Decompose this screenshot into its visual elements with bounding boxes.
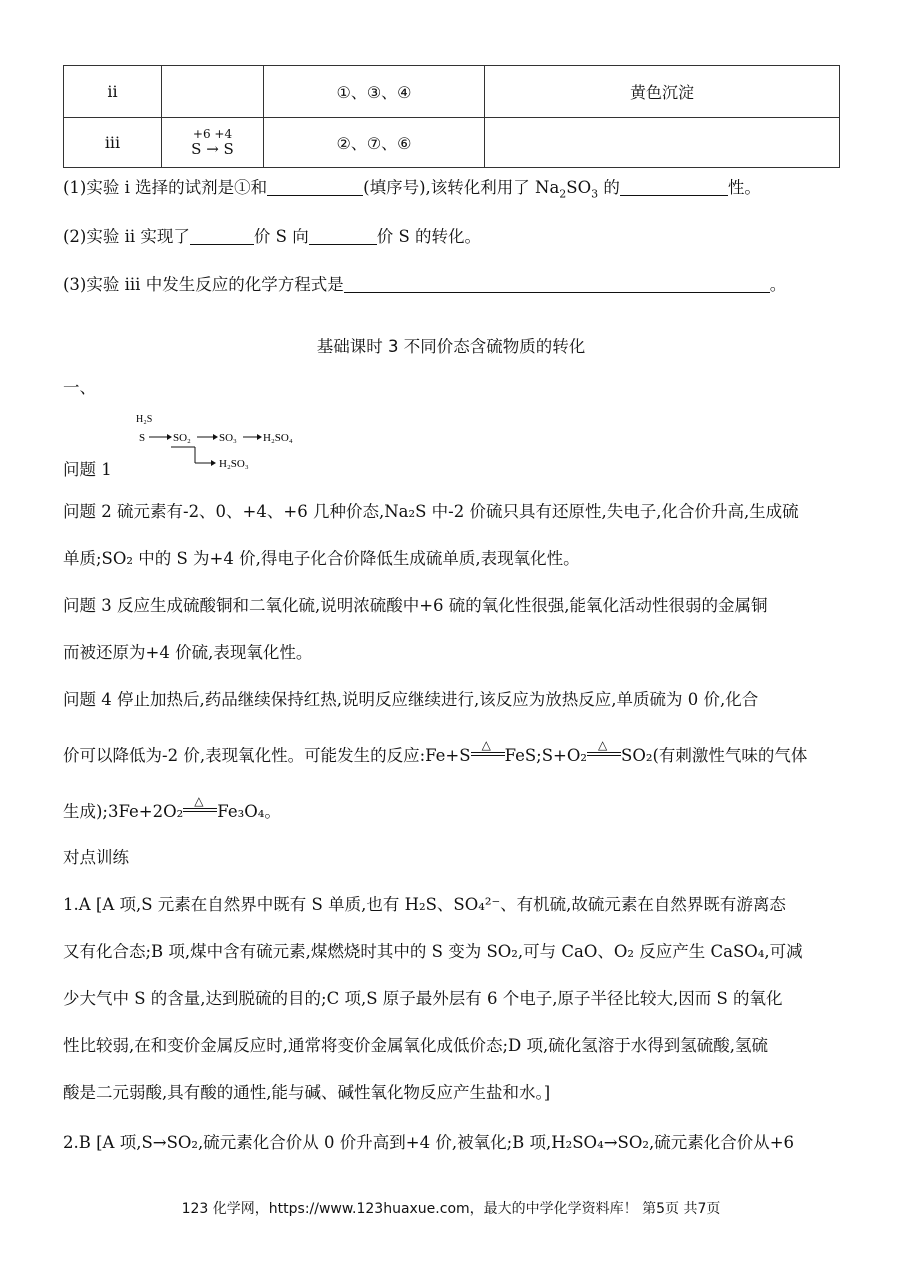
section-title: 基础课时 3 不同价态含硫物质的转化	[316, 337, 586, 356]
equation-text: FeS;S+O₂	[504, 746, 588, 765]
problem-4-line	[63, 794, 281, 824]
question-text: 。	[769, 275, 787, 294]
question-text: 性。	[727, 178, 761, 197]
question-text: (填序号),该转化利用了 Na	[363, 178, 560, 197]
reagents-cell: ①、③、④	[264, 66, 485, 118]
phenomenon-cell: 黄色沉淀	[485, 66, 840, 118]
subscript: 3	[591, 187, 599, 201]
question-text: (1)实验 i 选择的试剂是①和	[63, 178, 268, 197]
problem-2-line: 问题 2 硫元素有-2、0、+4、+6 几种价态,Na₂S 中-2 价硫只具有还原性,失电子,化合价升高,生成硫	[63, 502, 799, 521]
h2so3-label: H₂SO₃	[219, 458, 249, 470]
answer-blank	[190, 226, 254, 245]
answer-blank	[344, 274, 770, 293]
answer-blank	[620, 177, 728, 196]
h2s-label: H₂S	[136, 414, 153, 425]
problem-2-line: 单质;SO₂ 中的 S 为+4 价,得电子化合价降低生成硫单质,表现氧化性。	[63, 549, 580, 568]
problem-4-line: 问题 4 停止加热后,药品继续保持红热,说明反应继续进行,该反应为放热反应,单质硫为 0 价,化合	[63, 690, 759, 709]
question-2	[63, 225, 481, 249]
equation-text: SO₂(有刺激性气味的气体	[621, 746, 808, 765]
h2so4-label: H₂SO₄	[263, 432, 293, 444]
delta-icon: △	[481, 738, 491, 752]
heating-equals-sign	[183, 794, 217, 819]
sulfur-conversion-diagram	[133, 410, 313, 476]
question-text: SO	[566, 178, 592, 197]
question-text: 的	[598, 178, 620, 197]
question-3	[63, 273, 786, 297]
question-text: (3)实验 iii 中发生反应的化学方程式是	[63, 275, 344, 294]
answer-line: 又有化合态;B 项,煤中含有硫元素,煤燃烧时其中的 S 变为 SO₂,可与 CaO、O₂ 反应产生 CaSO₄,可减	[63, 942, 803, 961]
heating-equals-sign	[587, 738, 621, 763]
question-text: 价 S 的转化。	[376, 227, 482, 246]
answer-line: 2.B [A 项,S→SO₂,硫元素化合价从 0 价升高到+4 价,被氧化;B 项,H₂SO₄→SO₂,硫元素化合价从+6	[63, 1133, 795, 1152]
table-row	[64, 118, 840, 168]
question-text: 价 S 向	[253, 227, 309, 246]
so3-label: SO₃	[219, 432, 237, 444]
experiment-table	[63, 65, 840, 168]
phenomenon-cell	[485, 118, 840, 168]
problem-1: 问题 1	[63, 460, 112, 479]
answer-line: 性比较弱,在和变价金属反应时,通常将变价金属氧化成低价态;D 项,硫化氢溶于水得到氢硫酸,氢硫	[63, 1036, 769, 1055]
valence-arrow: S → S	[191, 139, 234, 158]
valence-change-cell	[162, 118, 264, 168]
page-footer: 123 化学网，https://www.123huaxue.com，最大的中学化学资料库！ 第5页 共7页	[181, 1201, 721, 1217]
subscript: 2	[559, 187, 567, 201]
delta-icon: △	[598, 738, 608, 752]
table-row	[64, 66, 840, 118]
row-number: ii	[64, 66, 162, 118]
problem-3-line: 问题 3 反应生成硫酸铜和二氧化硫,说明浓硫酸中+6 硫的氧化性很强,能氧化活动性很弱的金属铜	[63, 596, 768, 615]
problem-3-line: 而被还原为+4 价硫,表现氧化性。	[63, 643, 313, 662]
answer-blank	[267, 177, 363, 196]
reagents-cell: ②、⑦、⑥	[264, 118, 485, 168]
equation-text: Fe₃O₄。	[217, 802, 281, 821]
question-1	[63, 176, 761, 206]
part-one-label: 一、	[63, 378, 96, 397]
equation-text: 生成);3Fe+2O₂	[63, 802, 184, 821]
heating-equals-sign	[471, 738, 505, 763]
answer-line: 少大气中 S 的含量,达到脱硫的目的;C 项,S 原子最外层有 6 个电子,原子半径比较大,因而 S 的氧化	[63, 989, 783, 1008]
problem-4-line	[63, 738, 808, 768]
s-label: S	[139, 432, 146, 444]
question-text: (2)实验 ii 实现了	[63, 227, 190, 246]
equation-text: 价可以降低为-2 价,表现氧化性。可能发生的反应:Fe+S	[63, 746, 471, 765]
answer-line: 1.A [A 项,S 元素在自然界中既有 S 单质,也有 H₂S、SO₄²⁻、有机硫,故硫元素在自然界既有游离态	[63, 895, 786, 914]
so2-label: SO₂	[173, 432, 191, 444]
valence-superscripts: +6 +4	[192, 126, 233, 141]
row-number: iii	[64, 118, 162, 168]
answer-line: 酸是二元弱酸,具有酸的通性,能与碱、碱性氧化物反应产生盐和水。]	[63, 1083, 551, 1102]
valence-change-cell	[162, 66, 264, 118]
training-title: 对点训练	[63, 848, 129, 867]
answer-blank	[309, 226, 377, 245]
delta-icon: △	[194, 794, 204, 808]
